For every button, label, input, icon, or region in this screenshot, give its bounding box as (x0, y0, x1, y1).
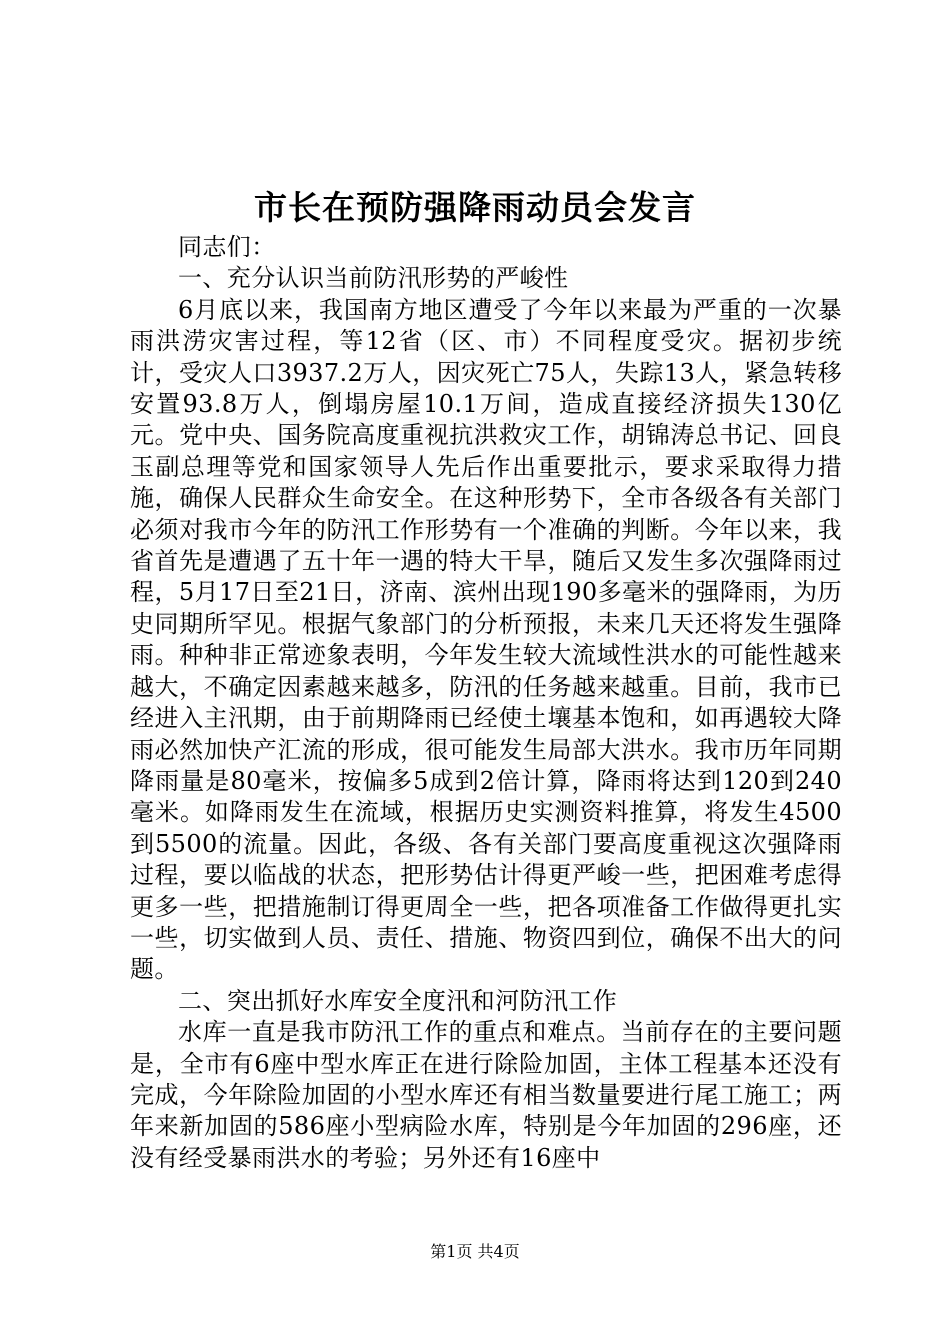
document-body (130, 232, 842, 1174)
body-paragraph-2: 水库一直是我市防汛工作的重点和难点。当前存在的主要问题是，全市有6座中型水库正在进行除险加固，主体工程基本还没有完成，今年除险加固的小型水库还有相当数量要进行尾工施工；两年来新加固的586座小型病险水库，特别是今年加固的296座，还没有经受暴雨洪水的考验；另外还有16座中 (130, 1018, 842, 1172)
section-heading-2: 二、突出抓好水库安全度汛和河防汛工作 (178, 986, 618, 1015)
page-number-footer: 第1页 共4页 (430, 1242, 520, 1261)
section-heading-1: 一、充分认识当前防汛形势的严峻性 (178, 264, 569, 293)
document-title: 市长在预防强降雨动员会发言 (254, 188, 696, 227)
salutation: 同志们： (178, 233, 276, 261)
body-paragraph-1: 6月底以来，我国南方地区遭受了今年以来最为严重的一次暴雨洪涝灾害过程，等12省（区、市）不同程度受灾。据初步统计，受灾人口3937.2万人，因灾死亡75人，失踪13人，紧急转移安置93.8万人，倒塌房屋10.1万间，造成直接经济损失130亿元。党中央、国务院高度重视抗洪救灾工作，胡锦涛总书记、回良玉副总理等党和国家领导人先后作出重要批示，要求采取得力措施，确保人民群众生命安全。在这种形势下，全市各级各有关部门必须对我市今年的防汛工作形势有一个准确的判断。今年以来，我省首先是遭遇了五十年一遇的特大干旱，随后又发生多次强降雨过程，5月17日至21日，济南、滨州出现190多毫米的强降雨，为历史同期所罕见。根据气象部门的分析预报，未来几天还将发生强降雨。种种非正常迹象表明，今年发生较大流域性洪水的可能性越来越大，不确定因素越来越多，防汛的任务越来越重。目前，我市已经进入主汛期，由于前期降雨已经使土壤基本饱和，如再遇较大降雨必然加快产汇流的形成，很可能发生局部大洪水。我市历年同期降雨量是80毫米，按偏多5成到2倍计算，降雨将达到120到240毫米。如降雨发生在流域，根据历史实测资料推算，将发生4500到5500的流量。因此，各级、各有关部门要高度重视这次强降雨过程，要以临战的状态，把形势估计得更严峻一些，把困难考虑得更多一些，把措施制订得更周全一些，把各项准备工作做得更扎实一些，切实做到人员、责任、措施、物资四到位，确保不出大的问题。 (130, 295, 842, 984)
